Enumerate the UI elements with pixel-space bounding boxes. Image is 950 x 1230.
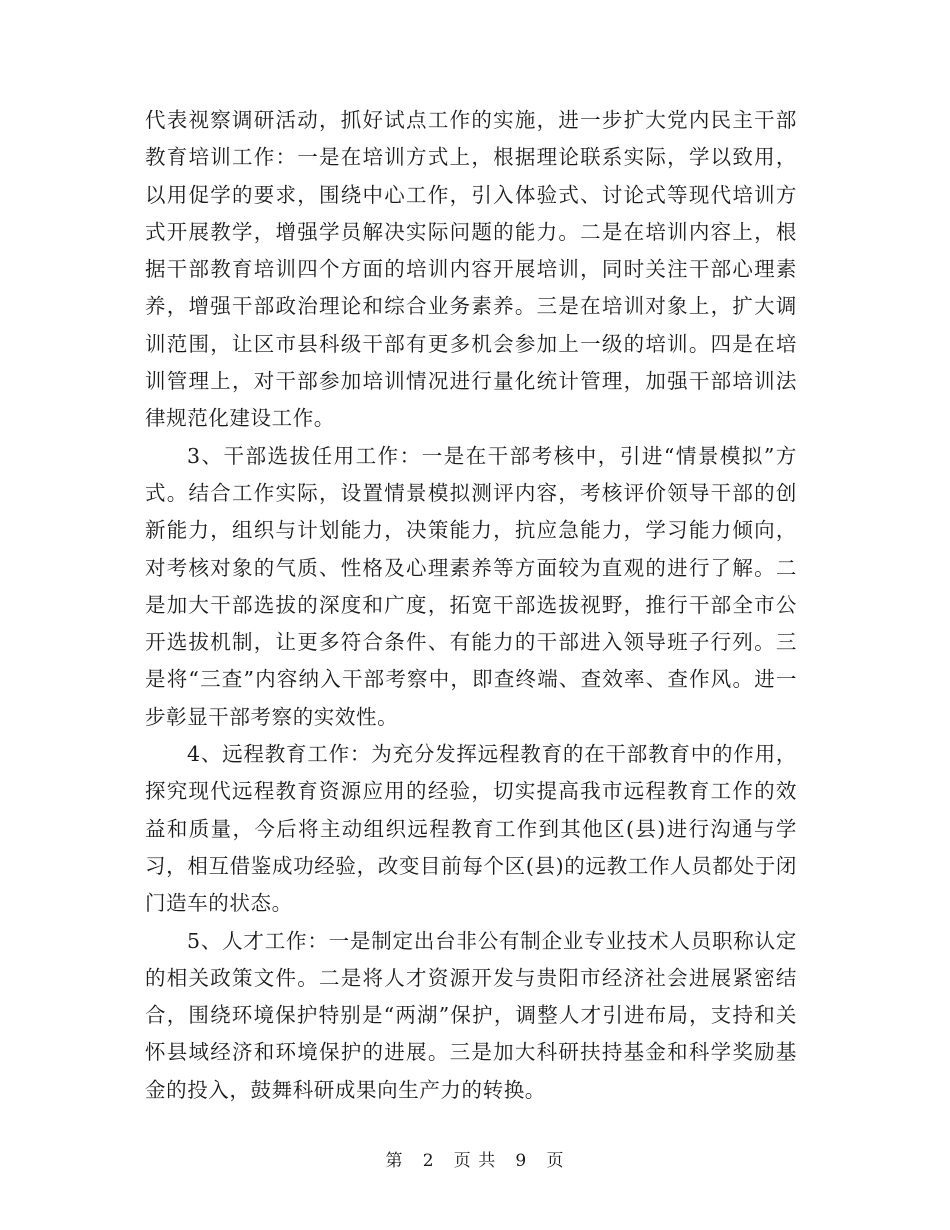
paragraph-cadre-training: 代表视察调研活动，抓好试点工作的实施，进一步扩大党内民主干部教育培训工作：一是在培训方式上，根据理论联系实际，学以致用，以用促学的要求，围绕中心工作，引入体验式、讨论式等现代培训方式开展教学，增强学员解决实际问题的能力。二是在培训内容上，根据干部教育培训四个方面的培训内容开展培训，同时关注干部心理素养，增强干部政治理论和综合业务素养。三是在培训对象上，扩大调训范围，让区市县科级干部有更多机会参加上一级的培训。四是在培训管理上，对干部参加培训情况进行量化统计管理，加强干部培训法律规范化建设工作。 (145, 108, 797, 431)
footer-prefix: 第 (385, 1151, 404, 1171)
footer-total-pages: 9 (515, 1151, 528, 1171)
footer-middle: 页 共 (453, 1151, 497, 1171)
footer-current-page: 2 (422, 1151, 435, 1171)
paragraph-distance-education: 4、远程教育工作：为充分发挥远程教育的在干部教育中的作用，探究现代远程教育资源应用的经验，切实提高我市远程教育工作的效益和质量，今后将主动组织远程教育工作到其他区(县)进行沟通与学习，相互借鉴成功经验，改变目前每个区(县)的远教工作人员都处于闭门造车的状态。 (145, 742, 797, 916)
footer-suffix: 页 (546, 1151, 565, 1171)
paragraph-talent-work: 5、人才工作：一是制定出台非公有制企业专业技术人员职称认定的相关政策文件。二是将人才资源开发与贵阳市经济社会进展紧密结合，围绕环境保护特别是“两湖”保护，调整人才引进布局，支持和关怀县域经济和环境保护的进展。三是加大科研扶持基金和科学奖励基金的投入，鼓舞科研成果向生产力的转换。 (145, 928, 797, 1102)
document-body (145, 102, 797, 1109)
page-footer (0, 1146, 950, 1171)
paragraph-cadre-selection: 3、干部选拔任用工作：一是在干部考核中，引进“情景模拟”方式。结合工作实际，设置情景模拟测评内容，考核评价领导干部的创新能力，组织与计划能力，决策能力，抗应急能力，学习能力倾向，对考核对象的气质、性格及心理素养等方面较为直观的进行了解。二是加大干部选拔的深度和广度，拓宽干部选拔视野，推行干部全市公开选拔机制，让更多符合条件、有能力的干部进入领导班子行列。三是将“三查”内容纳入干部考察中，即查终端、查效率、查作风。进一步彰显干部考察的实效性。 (145, 443, 797, 729)
